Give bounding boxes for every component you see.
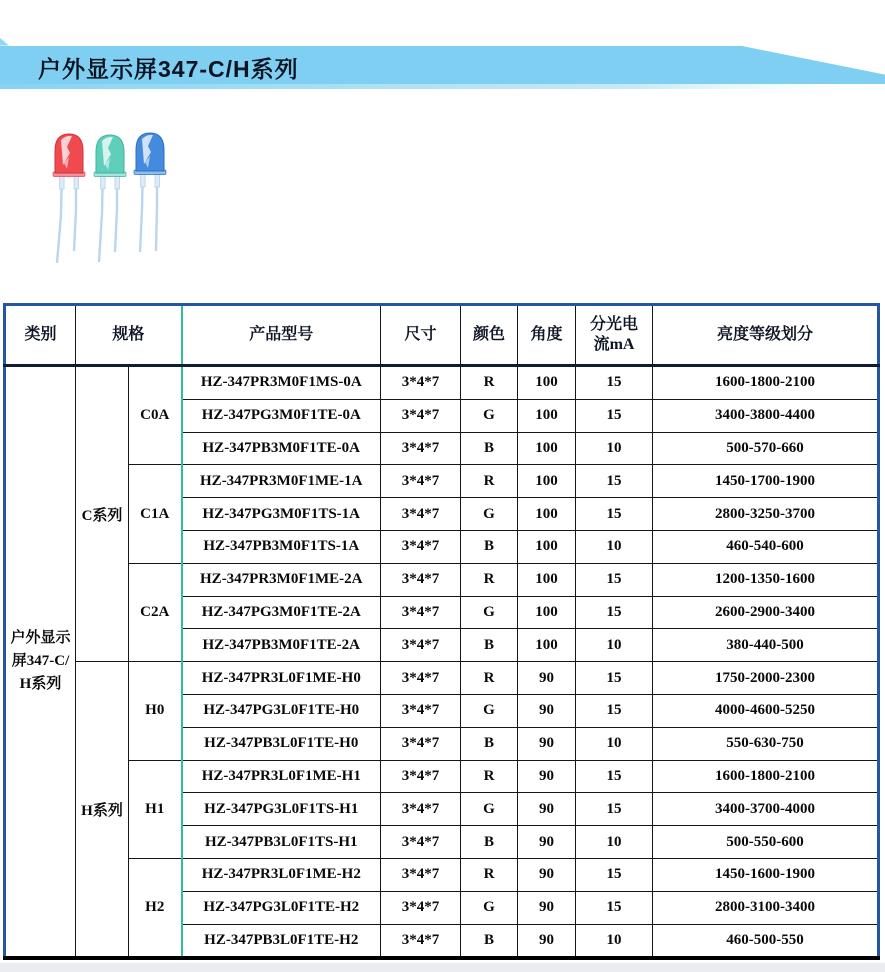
current-cell: 15 (576, 498, 653, 531)
angle-cell: 100 (518, 596, 576, 629)
color-cell: R (461, 858, 518, 891)
group-cell: C2A (129, 563, 182, 661)
blue-led (134, 133, 166, 252)
footer-strip (0, 963, 885, 972)
color-cell: R (461, 563, 518, 596)
brightness-cell: 1600-1800-2100 (653, 760, 879, 793)
green-led (94, 135, 126, 262)
model-cell: HZ-347PB3M0F1TE-0A (182, 432, 381, 465)
size-cell: 3*4*7 (381, 858, 461, 891)
size-cell: 3*4*7 (381, 498, 461, 531)
header-category: 类别 (5, 305, 76, 366)
size-cell: 3*4*7 (381, 563, 461, 596)
current-cell: 15 (576, 891, 653, 924)
model-cell: HZ-347PG3M0F1TE-2A (182, 596, 381, 629)
header-row (5, 305, 879, 366)
size-cell: 3*4*7 (381, 530, 461, 563)
size-cell: 3*4*7 (381, 399, 461, 432)
model-cell: HZ-347PG3L0F1TE-H0 (182, 694, 381, 727)
group-cell: H0 (129, 662, 182, 760)
angle-cell: 90 (518, 662, 576, 695)
table-row (5, 563, 879, 596)
model-cell: HZ-347PG3L0F1TE-H2 (182, 891, 381, 924)
color-cell: G (461, 694, 518, 727)
brightness-cell: 1200-1350-1600 (653, 563, 879, 596)
color-cell: G (461, 399, 518, 432)
brightness-cell: 460-540-600 (653, 530, 879, 563)
brightness-cell: 1600-1800-2100 (653, 366, 879, 400)
color-cell: G (461, 596, 518, 629)
brightness-cell: 3400-3700-4000 (653, 793, 879, 826)
color-cell: R (461, 465, 518, 498)
brightness-cell: 460-500-550 (653, 924, 879, 958)
color-cell: B (461, 924, 518, 958)
model-cell: HZ-347PR3M0F1ME-1A (182, 465, 381, 498)
table-row (5, 465, 879, 498)
size-cell: 3*4*7 (381, 891, 461, 924)
current-cell: 15 (576, 465, 653, 498)
banner-notch (0, 38, 9, 46)
angle-cell: 90 (518, 793, 576, 826)
led-product-image (20, 105, 190, 285)
header-current-line1: 分光电 (590, 316, 639, 333)
header-size: 尺寸 (381, 305, 461, 366)
brightness-cell: 550-630-750 (653, 727, 879, 760)
size-cell: 3*4*7 (381, 924, 461, 958)
current-cell: 10 (576, 727, 653, 760)
angle-cell: 100 (518, 399, 576, 432)
model-cell: HZ-347PB3L0F1TE-H0 (182, 727, 381, 760)
angle-cell: 100 (518, 465, 576, 498)
size-cell: 3*4*7 (381, 727, 461, 760)
color-cell: B (461, 530, 518, 563)
current-cell: 10 (576, 432, 653, 465)
current-cell: 15 (576, 596, 653, 629)
brightness-cell: 1450-1600-1900 (653, 858, 879, 891)
size-cell: 3*4*7 (381, 596, 461, 629)
angle-cell: 90 (518, 924, 576, 958)
series-cell: H系列 (76, 662, 129, 959)
size-cell: 3*4*7 (381, 432, 461, 465)
brightness-cell: 500-570-660 (653, 432, 879, 465)
model-cell: HZ-347PR3M0F1MS-0A (182, 366, 381, 400)
brightness-cell: 3400-3800-4400 (653, 399, 879, 432)
size-cell: 3*4*7 (381, 760, 461, 793)
size-cell: 3*4*7 (381, 694, 461, 727)
color-cell: G (461, 793, 518, 826)
brightness-cell: 1750-2000-2300 (653, 662, 879, 695)
color-cell: R (461, 662, 518, 695)
category-cell: 户外显示屏347-C/H系列 (5, 366, 76, 959)
group-cell: H1 (129, 760, 182, 858)
brightness-cell: 2600-2900-3400 (653, 596, 879, 629)
current-cell: 15 (576, 793, 653, 826)
model-cell: HZ-347PR3L0F1ME-H1 (182, 760, 381, 793)
current-cell: 15 (576, 760, 653, 793)
header-brightness: 亮度等级划分 (653, 305, 879, 366)
header-current (576, 305, 653, 366)
angle-cell: 100 (518, 498, 576, 531)
angle-cell: 90 (518, 858, 576, 891)
current-cell: 15 (576, 399, 653, 432)
series-cell: C系列 (76, 366, 129, 662)
table-row (5, 760, 879, 793)
angle-cell: 90 (518, 826, 576, 859)
angle-cell: 90 (518, 727, 576, 760)
angle-cell: 100 (518, 432, 576, 465)
size-cell: 3*4*7 (381, 826, 461, 859)
color-cell: R (461, 366, 518, 400)
color-cell: B (461, 432, 518, 465)
brightness-cell: 1450-1700-1900 (653, 465, 879, 498)
color-cell: B (461, 629, 518, 662)
current-cell: 10 (576, 826, 653, 859)
table-row (5, 662, 879, 695)
color-cell: G (461, 498, 518, 531)
current-cell: 10 (576, 924, 653, 958)
angle-cell: 90 (518, 694, 576, 727)
angle-cell: 100 (518, 629, 576, 662)
group-cell: H2 (129, 858, 182, 958)
model-cell: HZ-347PG3M0F1TS-1A (182, 498, 381, 531)
header-current-line2: 流mA (593, 336, 635, 353)
current-cell: 15 (576, 563, 653, 596)
header-spec: 规格 (76, 305, 182, 366)
red-led (53, 134, 85, 263)
size-cell: 3*4*7 (381, 629, 461, 662)
group-cell: C0A (129, 366, 182, 465)
group-cell: C1A (129, 465, 182, 563)
color-cell: R (461, 760, 518, 793)
table-row (5, 366, 879, 400)
size-cell: 3*4*7 (381, 662, 461, 695)
brightness-cell: 500-550-600 (653, 826, 879, 859)
current-cell: 15 (576, 858, 653, 891)
header-angle: 角度 (518, 305, 576, 366)
angle-cell: 90 (518, 760, 576, 793)
spec-table (3, 303, 880, 960)
current-cell: 15 (576, 694, 653, 727)
table-row (5, 858, 879, 891)
current-cell: 10 (576, 629, 653, 662)
size-cell: 3*4*7 (381, 366, 461, 400)
page-title: 户外显示屏347-C/H系列 (38, 56, 299, 82)
model-cell: HZ-347PB3L0F1TS-H1 (182, 826, 381, 859)
model-cell: HZ-347PR3L0F1ME-H0 (182, 662, 381, 695)
model-cell: HZ-347PB3M0F1TS-1A (182, 530, 381, 563)
brightness-cell: 380-440-500 (653, 629, 879, 662)
model-cell: HZ-347PG3L0F1TS-H1 (182, 793, 381, 826)
header-color: 颜色 (461, 305, 518, 366)
color-cell: B (461, 826, 518, 859)
model-cell: HZ-347PR3M0F1ME-2A (182, 563, 381, 596)
banner-tail-line (0, 84, 885, 89)
color-cell: G (461, 891, 518, 924)
model-cell: HZ-347PR3L0F1ME-H2 (182, 858, 381, 891)
angle-cell: 90 (518, 891, 576, 924)
header-model: 产品型号 (182, 305, 381, 366)
current-cell: 10 (576, 530, 653, 563)
brightness-cell: 2800-3100-3400 (653, 891, 879, 924)
brightness-cell: 2800-3250-3700 (653, 498, 879, 531)
current-cell: 15 (576, 366, 653, 400)
size-cell: 3*4*7 (381, 793, 461, 826)
model-cell: HZ-347PG3M0F1TE-0A (182, 399, 381, 432)
model-cell: HZ-347PB3L0F1TE-H2 (182, 924, 381, 958)
angle-cell: 100 (518, 366, 576, 400)
model-cell: HZ-347PB3M0F1TE-2A (182, 629, 381, 662)
size-cell: 3*4*7 (381, 465, 461, 498)
brightness-cell: 4000-4600-5250 (653, 694, 879, 727)
current-cell: 15 (576, 662, 653, 695)
angle-cell: 100 (518, 530, 576, 563)
angle-cell: 100 (518, 563, 576, 596)
color-cell: B (461, 727, 518, 760)
